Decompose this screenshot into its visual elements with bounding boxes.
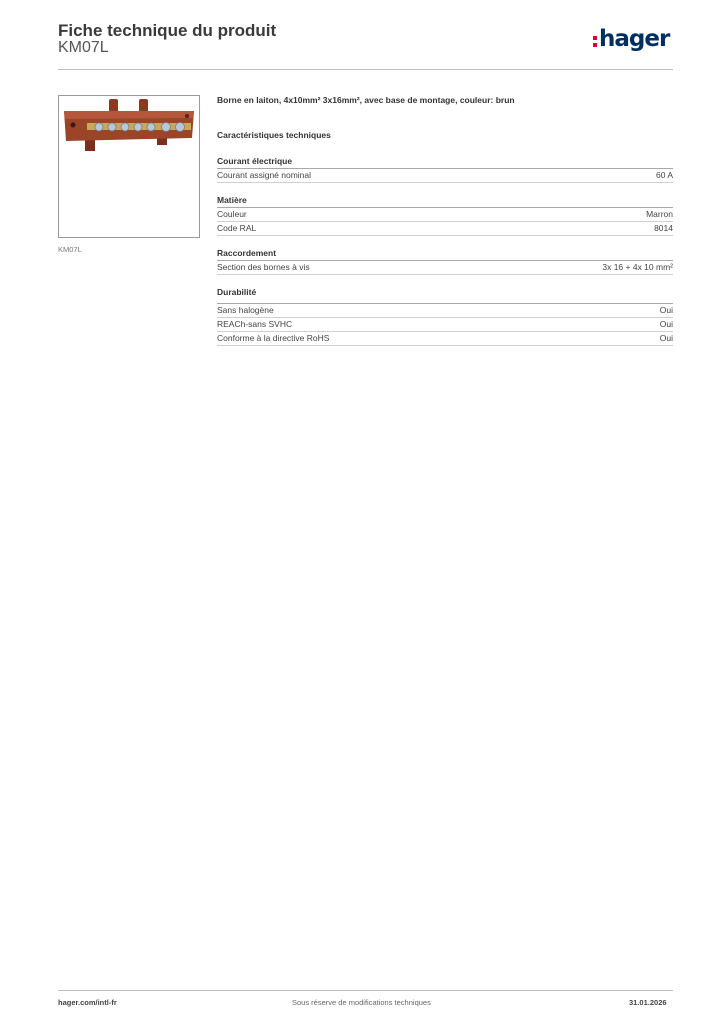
spec-label: Sans halogène: [217, 305, 274, 315]
terminal-block-icon: [59, 96, 199, 237]
image-caption: KM07L: [58, 245, 82, 254]
group-title-raccordement: Raccordement: [217, 248, 277, 258]
spec-row: [217, 222, 673, 236]
spec-row: [217, 261, 673, 275]
footer-website-link[interactable]: hager.com/intl-fr: [58, 998, 117, 1007]
spec-value: 8014: [654, 223, 673, 233]
spec-value: Oui: [659, 305, 673, 315]
group-title-matiere: Matière: [217, 195, 247, 205]
specs-heading: Caractéristiques techniques: [217, 130, 331, 140]
spec-label: Conforme à la directive RoHS: [217, 333, 330, 343]
spec-row: [217, 318, 673, 332]
spec-label: Section des bornes à vis: [217, 262, 310, 272]
header-divider: [58, 69, 673, 70]
hager-logo[interactable]: [593, 26, 673, 57]
logo-wordmark: hager: [599, 26, 670, 52]
spec-label: Code RAL: [217, 223, 257, 233]
spec-value: Oui: [659, 333, 673, 343]
spec-label: Couleur: [217, 209, 247, 219]
spec-value: 3x 16 + 4x 10 mm²: [602, 262, 673, 272]
product-code: KM07L: [58, 39, 109, 56]
spec-label: Courant assigné nominal: [217, 170, 312, 180]
spec-label: REACh-sans SVHC: [217, 319, 293, 329]
spec-row: [217, 208, 673, 222]
spec-value: Oui: [659, 319, 673, 329]
product-description: Borne en laiton, 4x10mm² 3x16mm², avec base de montage, couleur: brun: [217, 95, 515, 105]
spec-value: Marron: [646, 209, 673, 219]
spec-value: 60 A: [655, 170, 673, 180]
spec-row: [217, 169, 673, 183]
footer-disclaimer: Sous réserve de modifications techniques: [292, 998, 431, 1007]
group-title-courant: Courant électrique: [217, 156, 293, 166]
spec-row: [217, 304, 673, 318]
product-image: [58, 95, 200, 238]
spec-row: [217, 332, 673, 346]
page-title: Fiche technique du produit: [58, 21, 277, 40]
group-title-durabilite: Durabilité: [217, 287, 257, 297]
footer-divider: [58, 990, 673, 991]
footer-date: 31.01.2026: [629, 998, 667, 1007]
logo-colon-icon: [593, 36, 597, 50]
